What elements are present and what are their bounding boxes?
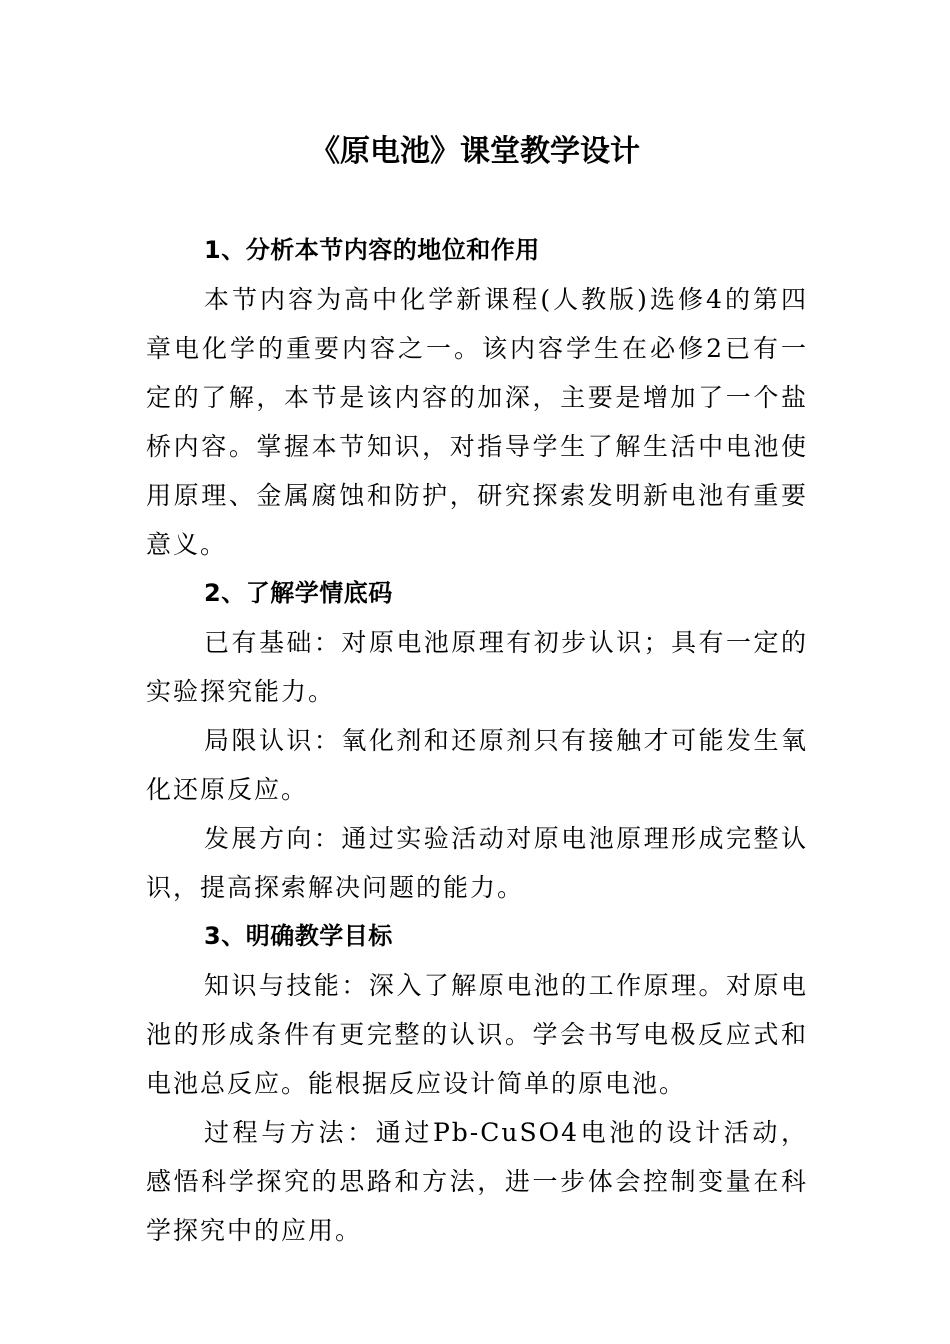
section-1-paragraph-1: 本节内容为高中化学新课程(人教版)选修4的第四章电化学的重要内容之一。该内容学生在必修2已有一定的了解，本节是该内容的加深，主要是增加了一个盐桥内容。掌握本节知识，对指导学生了解生活中电池使用原理、金属腐蚀和防护，研究探索发明新电池有重要意义。 — [146, 285, 808, 559]
section-3-paragraph-1: 知识与技能：深入了解原电池的工作原理。对原电池的形成条件有更完整的认识。学会书写电极反应式和电池总反应。能根据反应设计简单的原电池。 — [146, 971, 808, 1098]
section-heading-1: 1、分析本节内容的地位和作用 — [204, 236, 540, 264]
section-2-paragraph-1: 已有基础：对原电池原理有初步认识；具有一定的实验探究能力。 — [146, 628, 808, 706]
document-title: 《原电池》课堂教学设计 — [310, 134, 640, 169]
section-2-paragraph-2: 局限认识：氧化剂和还原剂只有接触才可能发生氧化还原反应。 — [146, 726, 808, 804]
section-3-paragraph-2: 过程与方法：通过Pb-CuSO4电池的设计活动，感悟科学探究的思路和方法，进一步体会控制变量在科学探究中的应用。 — [146, 1118, 808, 1245]
section-heading-2: 2、了解学情底码 — [204, 579, 393, 607]
section-heading-3: 3、明确教学目标 — [204, 922, 393, 950]
section-2-paragraph-3: 发展方向：通过实验活动对原电池原理形成完整认识，提高探索解决问题的能力。 — [146, 824, 808, 902]
document-body — [146, 226, 808, 1255]
